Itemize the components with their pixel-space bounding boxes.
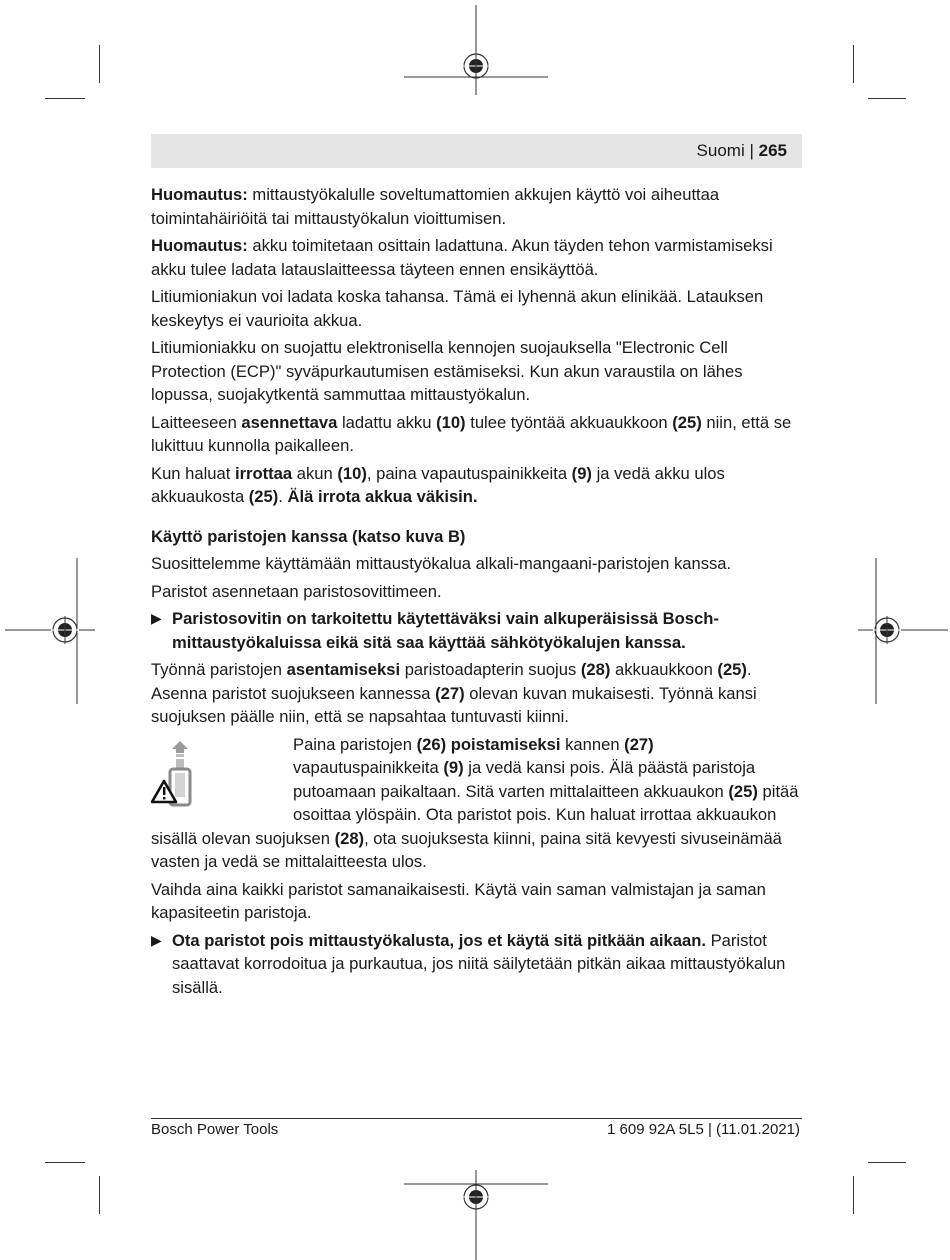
- text: Paina paristojen: [293, 734, 417, 754]
- registration-mark-right: [858, 558, 948, 704]
- warning-text: Älä irrota akkua väkisin.: [287, 487, 478, 506]
- text: vapautuspainikkeita: [293, 758, 444, 777]
- text: , paina vapautuspainikkeita: [366, 463, 572, 483]
- text: Työnnä paristojen: [151, 660, 287, 679]
- text: . Asenna paristot suojukseen kannessa: [151, 660, 752, 703]
- paragraph-recommend: Suosittelemme käyttämään mittaustyökalua alkali-mangaani-paristojen kanssa.: [151, 554, 732, 573]
- crop-mark: [868, 1162, 906, 1163]
- paragraph-insert-battery: [151, 411, 802, 458]
- ref-number: (9): [571, 463, 592, 483]
- text: olevan kuvan mukaisesti. Työnnä kansi suojuksen päälle niin, että se napsahtaa tuntuvasti kiinni.: [151, 683, 757, 726]
- ref-number: (25): [728, 781, 758, 801]
- ref-number: (9): [443, 758, 464, 777]
- text: pitää osoittaa ylöspäin. Ota paristot pois. Kun haluat irrottaa akkuaukon sisällä olevan suojuksen: [151, 781, 799, 848]
- ref-number: (25): [672, 412, 702, 432]
- note-paragraph-2: [151, 234, 802, 281]
- text: ja vedä kansi pois. Älä päästä paristoja putoamaan paikaltaan. Sitä varten mittalaitteen akkuaukon: [293, 758, 756, 801]
- crop-mark: [45, 98, 85, 99]
- section-heading: Käyttö paristojen kanssa (katso kuva B): [151, 526, 466, 546]
- text: Kun haluat: [151, 463, 235, 483]
- registration-mark-top: [404, 5, 550, 95]
- bullet-text: Paristosovitin on tarkoitettu käytettäväksi vain alkuperäisissä Bosch-mittaustyökaluissa eikä sitä saa käyttää sähkötyökalujen kanssa.: [172, 609, 719, 652]
- header-separator: |: [749, 141, 754, 160]
- footer-publisher: Bosch Power Tools: [151, 1121, 279, 1138]
- footer-doc-number: 1 609 92A 5L5 | (11.01.2021): [607, 1121, 800, 1138]
- text: ja vedä akku ulos akkuaukosta: [151, 463, 725, 506]
- page-content: [151, 183, 802, 1003]
- text: kannen: [560, 734, 625, 754]
- note-text: akku toimitetaan osittain ladattuna. Akun täyden tehon varmistamiseksi akku tulee ladata latauslaitteessa täyteen ennen ensikäyttöä.: [151, 236, 773, 279]
- ref-number: (27): [624, 734, 654, 754]
- text: tulee työntää akkuaukkoon: [465, 412, 673, 432]
- ref-number: (10): [436, 412, 466, 432]
- note-text: mittaustyökalulle soveltumattomien akkujen käyttö voi aiheuttaa toimintahäiriöitä tai mittaustyökalun vioittumisen.: [151, 185, 720, 228]
- paragraph-ecp: Litiumioniakku on suojattu elektronisella kennojen suojauksella "Electronic Cell Protection (ECP)" syväpurkautumisen estämiseksi. Kun akun varaustila on lähes lopussa, suojakytkentä sammuttaa mittaustyökalun.: [151, 338, 743, 404]
- text: akkuaukkoon: [610, 660, 718, 679]
- bullet-arrow-icon: ▶: [151, 610, 162, 626]
- bullet-item-1: [151, 607, 802, 654]
- paragraph-adapter: Paristot asennetaan paristosovittimeen.: [151, 581, 442, 601]
- text: .: [278, 487, 288, 506]
- ref-number: (10): [337, 463, 367, 483]
- paragraph-replace-batteries: Vaihda aina kaikki paristot samanaikaisesti. Käytä vain saman valmistajan ja saman kapasiteetin paristoja.: [151, 879, 766, 922]
- crop-mark: [99, 1176, 100, 1214]
- ref-number: (28): [580, 660, 611, 679]
- note-label: Huomautus:: [151, 185, 248, 204]
- battery-removal-warning-icon: [151, 733, 277, 825]
- text: , ota suojuksesta kiinni, paina sitä kevyesti sivuseinämää vasten ja vedä se mittalaitteesta ulos.: [151, 828, 782, 871]
- note-label: Huomautus:: [151, 236, 248, 255]
- registration-mark-bottom: [404, 1170, 550, 1260]
- crop-mark: [45, 1162, 85, 1163]
- ref-number: (25): [717, 660, 747, 679]
- text: Laitteeseen: [151, 412, 242, 432]
- text: paristoadapterin suojus: [400, 660, 581, 679]
- page-number: 265: [758, 141, 787, 160]
- paragraph-remove-battery: [151, 462, 802, 509]
- bullet-text: Paristot saattavat korrodoitua ja purkautua, jos niitä säilytetään pitkän aikaa mittaustyökalun sisällä.: [172, 930, 786, 997]
- paragraph-insert-batteries: [151, 658, 802, 729]
- bullet-bold-text: Ota paristot pois mittaustyökalusta, jos et käytä sitä pitkään aikaan.: [172, 930, 706, 950]
- bold-text: (26) poistamiseksi: [416, 734, 561, 754]
- text: niin, että se lukittuu kunnolla paikalleen.: [151, 412, 792, 455]
- paragraph-remove-batteries: [151, 733, 802, 874]
- crop-mark: [99, 45, 100, 83]
- ref-number: (28): [334, 828, 365, 848]
- page-header: [697, 141, 787, 161]
- bold-text: irrottaa: [234, 463, 293, 483]
- ref-number: (25): [248, 487, 279, 506]
- bullet-arrow-icon: ▶: [151, 931, 162, 948]
- footer-rule: [151, 1118, 802, 1119]
- note-paragraph-1: [151, 183, 802, 230]
- text: akun: [292, 463, 338, 483]
- text: ladattu akku: [337, 412, 437, 432]
- bold-text: asentamiseksi: [286, 660, 401, 679]
- ref-number: (27): [435, 683, 465, 703]
- registration-mark-left: [5, 558, 95, 704]
- paragraph-charging: Litiumioniakun voi ladata koska tahansa. Tämä ei lyhennä akun elinikää. Latauksen keskeytys ei vaurioita akkua.: [151, 287, 764, 330]
- bold-text: asennettava: [241, 412, 338, 432]
- bullet-item-2: [151, 929, 802, 1000]
- header-language: Suomi: [696, 141, 745, 160]
- crop-mark: [853, 1176, 854, 1214]
- crop-mark: [853, 45, 854, 83]
- crop-mark: [868, 98, 906, 99]
